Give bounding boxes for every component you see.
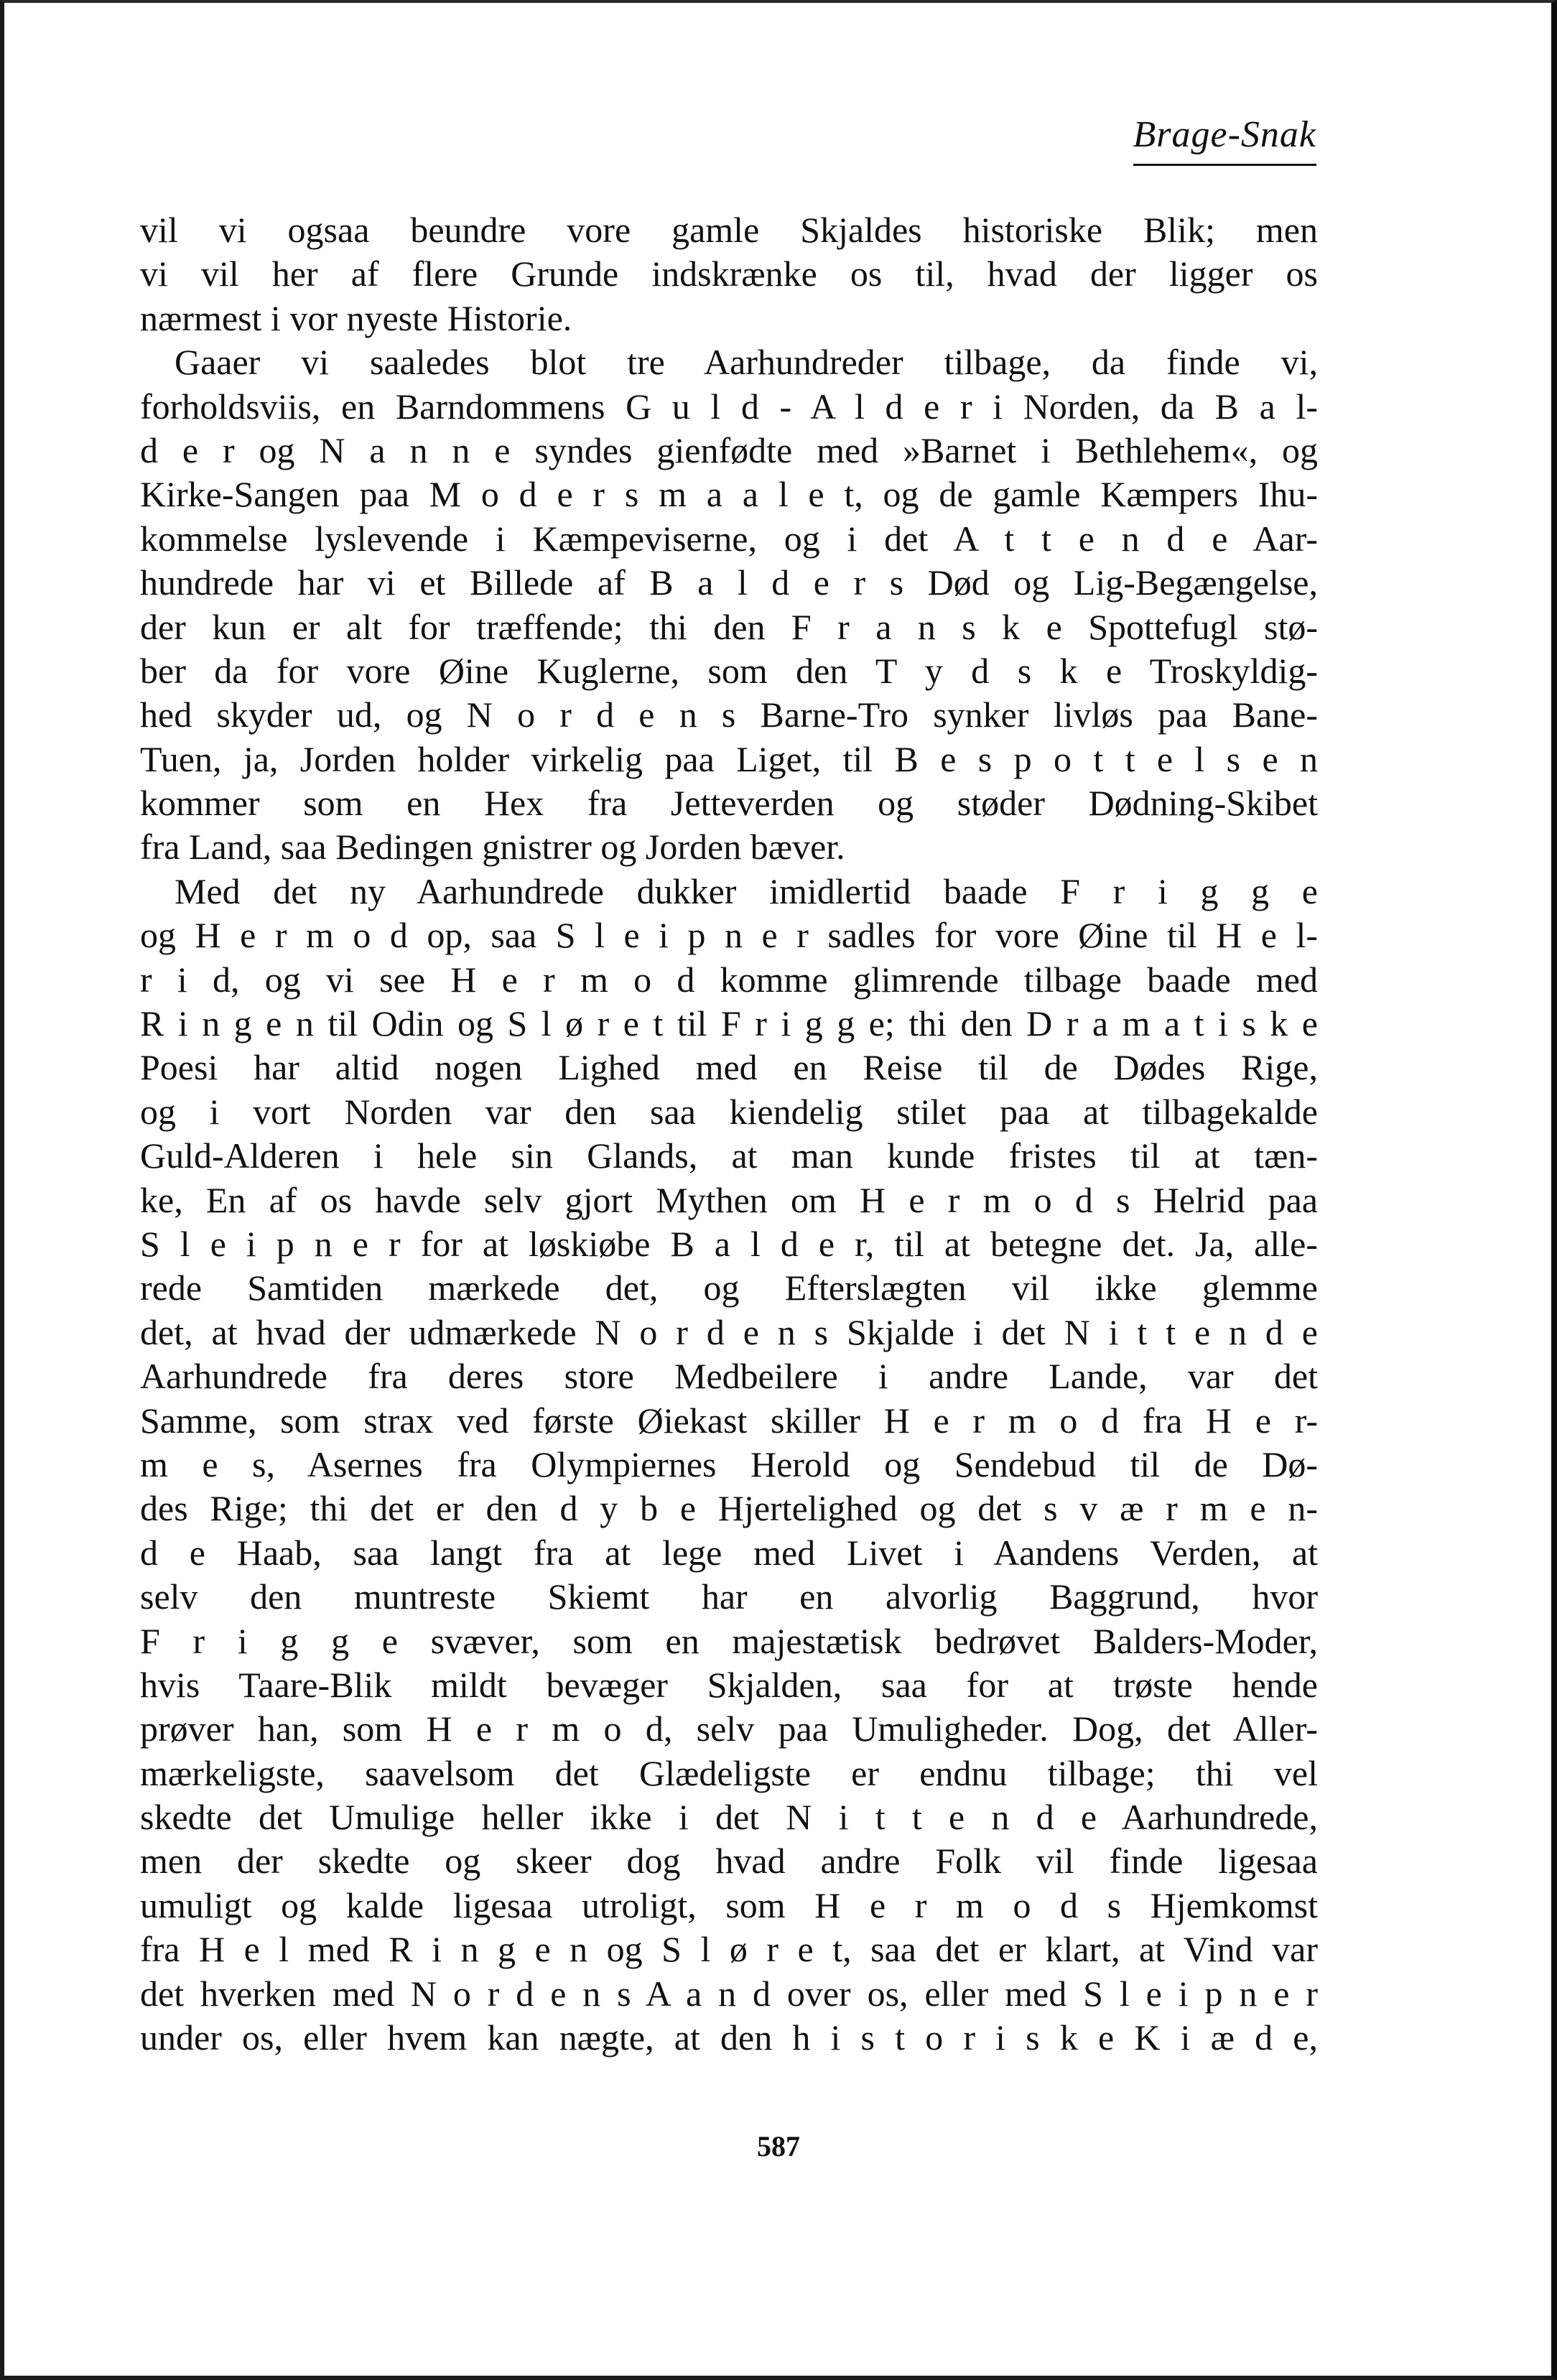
text-line: der kun er alt for træffende; thi den F r a n s k e Spottefugl stø- <box>140 606 1318 647</box>
text-line: d e r og N a n n e syndes gienfødte med »Barnet i Bethlehem«, og <box>140 429 1318 470</box>
text-line: kommelse lyslevende i Kæmpeviserne, og i det A t t e n d e Aar- <box>140 518 1318 559</box>
text-line: ber da for vore Øine Kuglerne, som den T y d s k e Troskyldig- <box>140 650 1318 691</box>
text-line: rede Samtiden mærkede det, og Efterslægten vil ikke glemme <box>140 1268 1318 1308</box>
text-line: Tuen, ja, Jorden holder virkelig paa Liget, til B e s p o t t e l s e n <box>140 738 1318 779</box>
text-line: R i n g e n til Odin og S l ø r e t til F r i g g e; thi den D r a m a t i s k e <box>140 1003 1318 1044</box>
text-line: men der skedte og skeer dog hvad andre Folk vil finde ligesaa <box>140 1841 1318 1882</box>
text-line: fra Land, saa Bedingen gnistrer og Jorden bæver. <box>140 827 845 868</box>
text-line: r i d, og vi see H e r m o d komme glimrende tilbage baade med <box>140 959 1318 1000</box>
text-line: prøver han, som H e r m o d, selv paa Umuligheder. Dog, det Aller- <box>140 1709 1318 1749</box>
text-line: Guld-Alderen i hele sin Glands, at man kunde fristes til at tæn- <box>140 1135 1318 1176</box>
page-number: 587 <box>757 2130 800 2162</box>
text-line: og H e r m o d op, saa S l e i p n e r sadles for vore Øine til H e l- <box>140 915 1318 956</box>
text-line: hvis Taare-Blik mildt bevæger Skjalden, saa for at trøste hende <box>140 1664 1318 1705</box>
text-line: vil vi ogsaa beundre vore gamle Skjaldes historiske Blik; men <box>140 210 1318 250</box>
text-line: Med det ny Aarhundrede dukker imidlertid baade F r i g g e <box>175 870 1318 911</box>
text-line: ke, En af os havde selv gjort Mythen om H e r m o d s Helrid paa <box>140 1179 1318 1220</box>
text-line: vi vil her af flere Grunde indskrænke os til, hvad der ligger os <box>140 254 1318 294</box>
text-line: nærmest i vor nyeste Historie. <box>140 297 572 338</box>
text-line: d e Haab, saa langt fra at lege med Livet i Aandens Verden, at <box>140 1532 1318 1573</box>
text-line: forholdsviis, en Barndommens G u l d - A l d e r i Norden, da B a l- <box>140 386 1318 427</box>
text-line: skedte det Umulige heller ikke i det N i t t e n d e Aarhundrede, <box>140 1797 1318 1838</box>
text-line: Samme, som strax ved første Øiekast skiller H e r m o d fra H e r- <box>140 1400 1318 1441</box>
text-line: og i vort Norden var den saa kiendelig stilet paa at tilbagekalde <box>140 1091 1318 1132</box>
text-line: hed skyder ud, og N o r d e n s Barne-Tro synker livløs paa Bane- <box>140 694 1318 735</box>
text-line: Gaaer vi saaledes blot tre Aarhundreder tilbage, da finde vi, <box>175 342 1318 383</box>
running-head: Brage-Snak <box>1133 113 1316 166</box>
text-line: hundrede har vi et Billede af B a l d e r s Død og Lig-Begængelse, <box>140 562 1318 603</box>
text-line: det, at hvad der udmærkede N o r d e n s Skjalde i det N i t t e n d e <box>140 1311 1318 1352</box>
text-line: des Rige; thi det er den d y b e Hjertelighed og det s v æ r m e n- <box>140 1488 1318 1529</box>
text-line: fra H e l med R i n g e n og S l ø r e t, saa det er klart, at Vind var <box>140 1929 1318 1970</box>
text-line: Aarhundrede fra deres store Medbeilere i andre Lande, var det <box>140 1356 1318 1397</box>
text-line: mærkeligste, saavelsom det Glædeligste er endnu tilbage; thi vel <box>140 1752 1318 1793</box>
text-line: kommer som en Hex fra Jetteverden og støder Dødning-Skibet <box>140 783 1318 824</box>
text-line: S l e i p n e r for at løskiøbe B a l d e r, til at betegne det. Ja, alle- <box>140 1223 1318 1264</box>
text-line: selv den muntreste Skiemt har en alvorlig Baggrund, hvor <box>140 1576 1318 1617</box>
body-text <box>140 208 1318 2060</box>
text-line: Kirke-Sangen paa M o d e r s m a a l e t, og de gamle Kæmpers Ihu- <box>140 474 1318 515</box>
text-line: under os, eller hvem kan nægte, at den h i s t o r i s k e K i æ d e, <box>140 2017 1318 2058</box>
text-line: m e s, Asernes fra Olympiernes Herold og Sendebud til de Dø- <box>140 1444 1318 1484</box>
text-line: F r i g g e svæver, som en majestætisk bedrøvet Balders-Moder, <box>140 1620 1318 1661</box>
text-line: umuligt og kalde ligesaa utroligt, som H e r m o d s Hjemkomst <box>140 1884 1318 1925</box>
text-line: Poesi har altid nogen Lighed med en Reise til de Dødes Rige, <box>140 1047 1318 1088</box>
text-line: det hverken med N o r d e n s A a n d over os, eller med S l e i p n e r <box>140 1973 1318 2014</box>
